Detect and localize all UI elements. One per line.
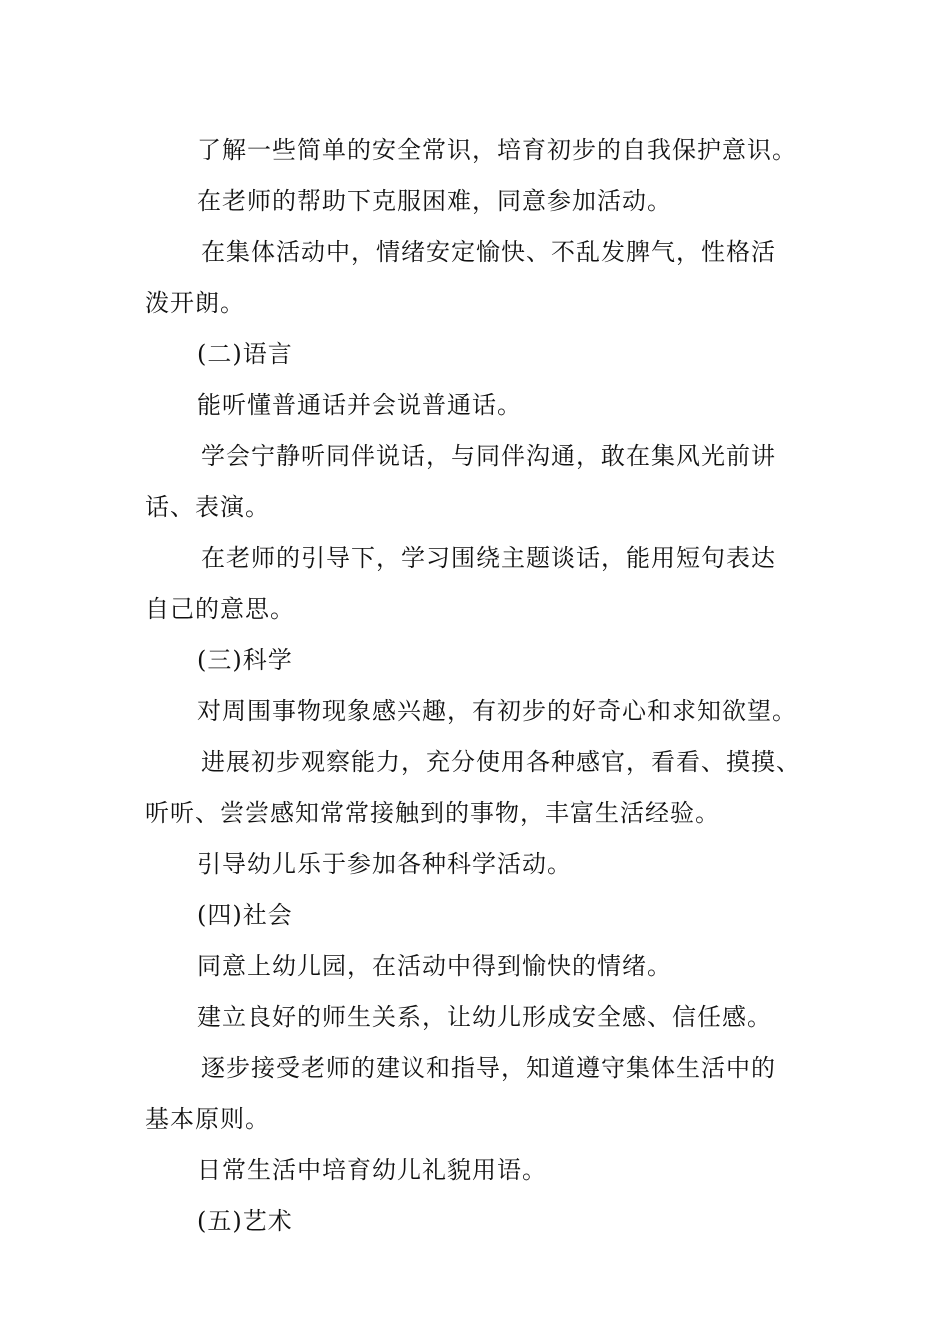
section-heading-art: (五)艺术 — [197, 1207, 293, 1235]
paragraph-overcome-difficulties: 在老师的帮助下克服困难，同意参加活动。 — [197, 187, 672, 215]
paragraph-topic-talk-cont: 自己的意思。 — [145, 595, 295, 623]
section-heading-society: (四)社会 — [197, 901, 293, 929]
paragraph-kindergarten: 同意上幼儿园，在活动中得到愉快的情绪。 — [197, 952, 672, 980]
paragraph-group-activity: 在集体活动中，情绪安定愉快、不乱发脾气，性格活 — [201, 238, 776, 266]
paragraph-science-activities: 引导幼儿乐于参加各种科学活动。 — [197, 850, 572, 878]
document-body — [145, 125, 815, 1247]
paragraph-observation-cont: 听听、尝尝感知常常接触到的事物，丰富生活经验。 — [145, 799, 720, 827]
paragraph-accept-guidance: 逐步接受老师的建议和指导，知道遵守集体生活中的 — [201, 1054, 776, 1082]
paragraph-teacher-relationship: 建立良好的师生关系，让幼儿形成安全感、信任感。 — [197, 1003, 772, 1031]
section-heading-science: (三)科学 — [197, 646, 293, 674]
paragraph-mandarin: 能听懂普通话并会说普通话。 — [197, 391, 522, 419]
paragraph-polite-language: 日常生活中培育幼儿礼貌用语。 — [197, 1156, 547, 1184]
paragraph-curiosity: 对周围事物现象感兴趣，有初步的好奇心和求知欲望。 — [197, 697, 797, 725]
section-heading-language: (二)语言 — [197, 340, 293, 368]
paragraph-group-activity-cont: 泼开朗。 — [145, 289, 245, 317]
paragraph-observation: 进展初步观察能力，充分使用各种感官，看看、摸摸、 — [201, 748, 801, 776]
paragraph-accept-guidance-cont: 基本原则。 — [145, 1105, 270, 1133]
paragraph-listen-peers-cont: 话、表演。 — [145, 493, 270, 521]
paragraph-safety-knowledge: 了解一些简单的安全常识，培育初步的自我保护意识。 — [197, 136, 797, 164]
paragraph-listen-peers: 学会宁静听同伴说话，与同伴沟通，敢在集风光前讲 — [201, 442, 776, 470]
paragraph-topic-talk: 在老师的引导下，学习围绕主题谈话，能用短句表达 — [201, 544, 776, 572]
